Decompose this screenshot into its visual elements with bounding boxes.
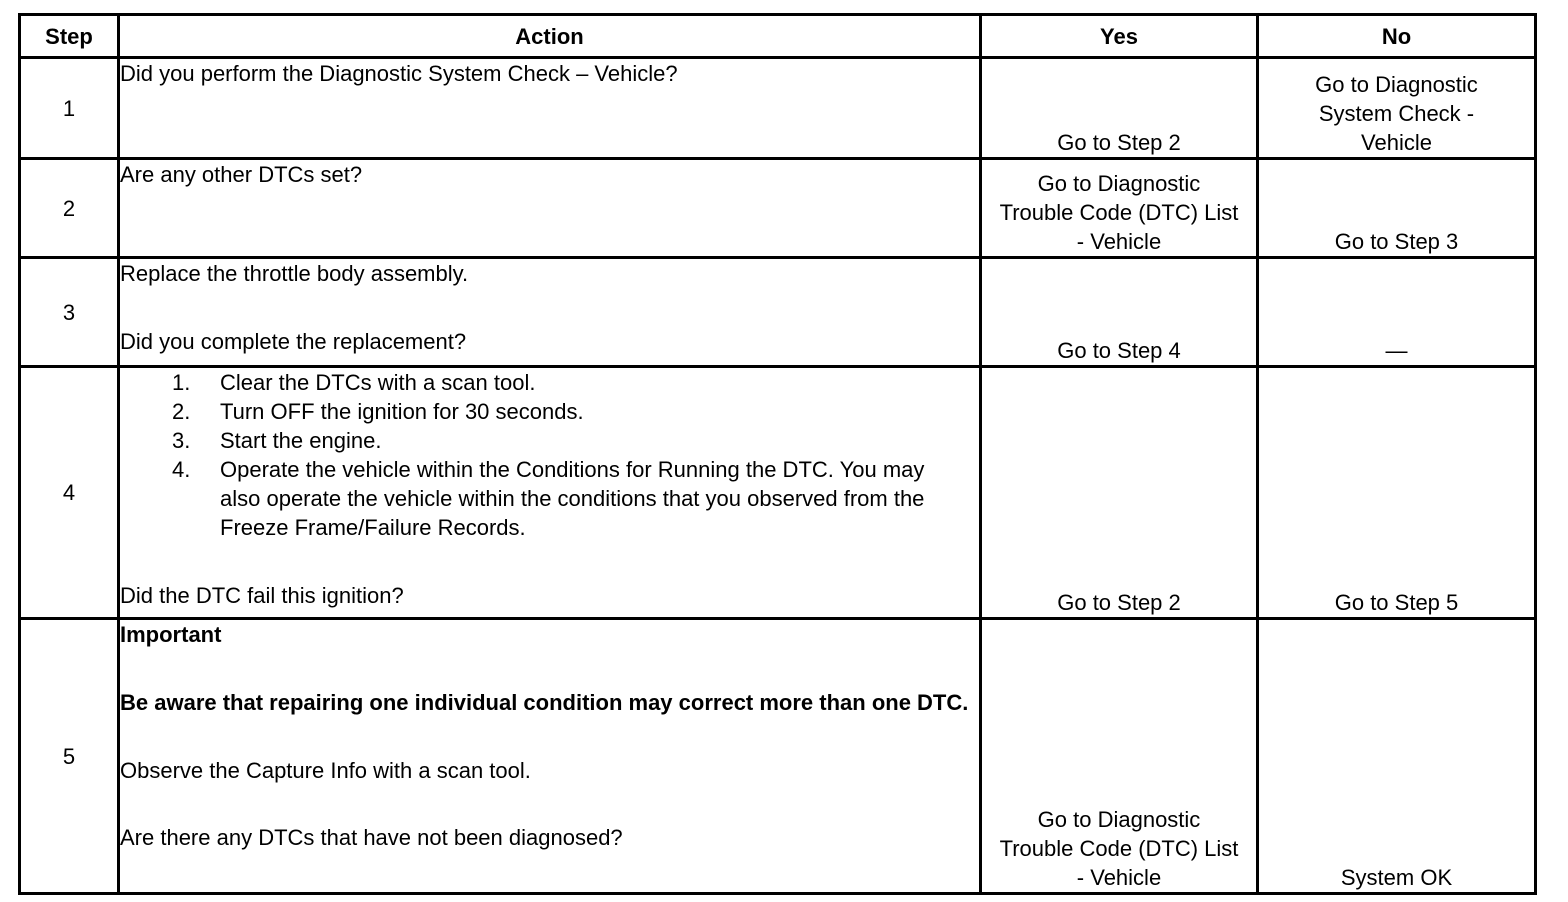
table-row [20,58,1536,159]
action-question: Did the DTC fail this ignition? [120,583,404,608]
list-item-text: Turn OFF the ignition for 30 seconds. [220,399,584,424]
action-question: Did you complete the replacement? [120,329,467,354]
action-cell [119,58,981,159]
no-result [1258,258,1536,367]
action-cell [119,159,981,258]
table-row [20,619,1536,894]
step-number: 4 [20,367,119,619]
diagnostic-table [18,13,1537,895]
no-result-text: Go to Diagnostic System Check - Vehicle [1315,72,1478,155]
action-text: Replace the throttle body assembly. [120,261,469,286]
action-cell [119,367,981,619]
list-item-number: 1. [172,370,191,395]
action-question: Are there any DTCs that have not been diagnosed? [120,825,623,850]
no-result [1258,58,1536,159]
yes-result [981,258,1258,367]
list-item-text: Clear the DTCs with a scan tool. [220,370,536,395]
table-row [20,258,1536,367]
yes-result-text: Go to Step 2 [1057,130,1181,155]
no-result-text: System OK [1340,865,1453,890]
list-item-number: 3. [172,428,191,453]
important-title: Important [120,622,222,647]
yes-result [981,159,1258,258]
step-number: 1 [20,58,119,159]
yes-result-text: Go to Diagnostic Trouble Code (DTC) List - Vehicle [999,807,1239,890]
yes-result [981,619,1258,894]
action-text: Did you perform the Diagnostic System Check – Vehicle? [120,61,678,86]
list-item [172,397,979,426]
no-result-text: — [1385,338,1408,363]
important-text: Be aware that repairing one individual condition may correct more than one DTC. [120,690,969,715]
header-action: Action [119,15,981,58]
step-number: 3 [20,258,119,367]
list-item-number: 2. [172,399,191,424]
header-no: No [1258,15,1536,58]
no-result-text: Go to Step 3 [1334,229,1459,254]
yes-result-text: Go to Step 2 [1057,590,1181,615]
yes-result [981,58,1258,159]
list-item-number: 4. [172,457,191,482]
no-result [1258,619,1536,894]
yes-result [981,367,1258,619]
header-row [20,15,1536,58]
action-text: Are any other DTCs set? [120,162,363,187]
step-number: 2 [20,159,119,258]
step-number: 5 [20,619,119,894]
list-item [172,368,979,397]
action-instruction: Observe the Capture Info with a scan tool. [120,758,531,783]
header-yes: Yes [981,15,1258,58]
table-row [20,159,1536,258]
list-item-text: Start the engine. [220,428,382,453]
action-cell [119,619,981,894]
no-result [1258,367,1536,619]
list-item [172,426,979,455]
yes-result-text: Go to Step 4 [1057,338,1181,363]
table-row [20,367,1536,619]
header-step: Step [20,15,119,58]
no-result [1258,159,1536,258]
yes-result-text: Go to Diagnostic Trouble Code (DTC) List - Vehicle [999,171,1239,254]
list-item-text: Operate the vehicle within the Conditions for Running the DTC. You may also operate the vehicle within the conditions that you observed from the Freeze Frame/Failure Records. [220,457,925,540]
list-item [172,455,979,542]
action-cell [119,258,981,367]
no-result-text: Go to Step 5 [1334,590,1459,615]
procedure-list [120,368,979,542]
